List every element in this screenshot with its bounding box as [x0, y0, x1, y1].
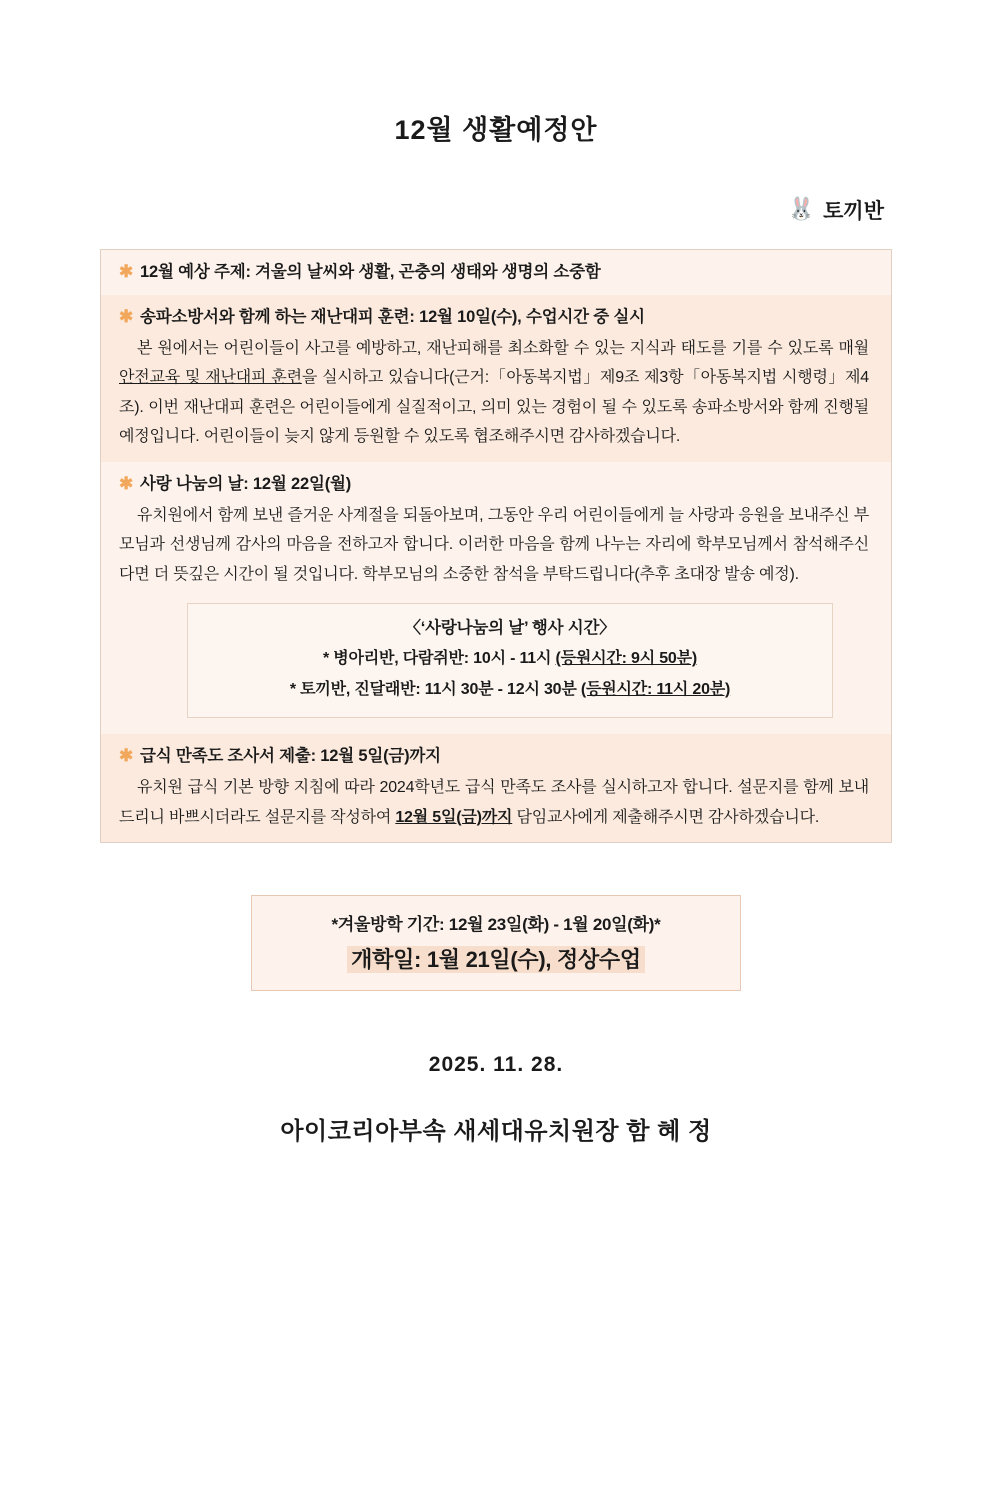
- section-heading: [119, 260, 869, 285]
- heading-label: 급식 만족도 조사서 제출:: [140, 747, 316, 766]
- section-body: [119, 334, 869, 452]
- section-meal-survey: [101, 734, 891, 842]
- heading-rest: 12월 10일(수), 수업시간 중 실시: [414, 307, 645, 326]
- event-schedule-box: [187, 603, 833, 718]
- document-signature: 아이코리아부속 새세대유치원장 함 혜 정: [280, 1118, 712, 1146]
- star-icon: ✱: [119, 262, 134, 281]
- rabbit-icon: 🐰: [787, 196, 816, 221]
- row-underline: (등원시간: 9시 50분): [555, 650, 697, 668]
- body-underline: 12월 5일(금)까지: [395, 808, 513, 826]
- event-schedule-row: [200, 644, 820, 674]
- heading-rest: 12월 5일(금)까지: [315, 747, 441, 766]
- heading-rest: 12월 22일(월): [248, 474, 352, 493]
- row-underline: (등원시간: 11시 20분): [580, 680, 731, 698]
- page-title: 12월 생활예정안: [394, 115, 598, 145]
- vacation-notice-box: [251, 895, 741, 991]
- section-heading-text: [140, 305, 645, 330]
- body-post: 담임교사에게 제출해주시면 감사하겠습니다.: [512, 808, 820, 826]
- row-prefix: * 토끼반, 진달래반: 11시 30분 - 12시 30분: [289, 680, 581, 698]
- event-schedule-row: [200, 675, 820, 705]
- section-monthly-theme: [101, 250, 891, 295]
- class-badge-label: 토끼반: [823, 200, 884, 223]
- section-heading: [119, 744, 869, 769]
- body-post: 을 실시하고 있습니다(근거:「아동복지법」제9조 제3항「아동복지법 시행령」제4조). 이번 재난대피 훈련은 어린이들에게 실질적이고, 의미 있는 경험이 될 수 있도록 송파소방서와 함께 진행될 예정입니다. 어린이들이 늦지 않게 등원할 수 있도록 협조해주시면 감사하겠습니다.: [119, 369, 869, 446]
- section-heading-text: [140, 260, 601, 285]
- section-heading: [119, 472, 869, 497]
- notice-content-box: [100, 249, 892, 843]
- heading-label: 12월 예상 주제:: [140, 263, 251, 281]
- reopening-date-text: [262, 943, 730, 974]
- document-page: [0, 108, 992, 1511]
- star-icon: ✱: [119, 306, 134, 326]
- section-heading: [119, 305, 869, 330]
- body-pre: 유치원 급식 기본 방향 지침에 따라 2024학년도 급식 만족도 조사를 실시하고자 합니다. 설문지를 함께 보내드리니 바쁘시더라도 설문지를 작성하여: [119, 778, 869, 826]
- body-underline: 안전교육 및 재난대피 훈련: [119, 369, 302, 387]
- heading-label: 송파소방서와 함께 하는 재난대피 훈련:: [140, 307, 415, 326]
- section-body: [119, 773, 869, 832]
- heading-label: 사랑 나눔의 날:: [140, 474, 249, 493]
- event-schedule-title: 〈‘사랑나눔의 날’ 행사 시간〉: [404, 619, 616, 638]
- section-fire-drill: [101, 295, 891, 462]
- body-pre: 본 원에서는 어린이들이 사고를 예방하고, 재난피해를 최소화할 수 있는 지식과 태도를 기를 수 있도록 매월: [137, 339, 869, 357]
- row-prefix: * 병아리반, 다람쥐반: 10시 - 11시: [323, 650, 556, 668]
- heading-rest: 겨울의 날씨와 생활, 곤충의 생태와 생명의 소중함: [250, 263, 601, 281]
- vacation-period-text: *겨울방학 기간: 12월 23일(화) - 1월 20일(화)*: [331, 915, 661, 935]
- reopening-highlight: 개학일: 1월 21일(수), 정상수업: [347, 946, 645, 973]
- section-heading-text: [140, 472, 351, 497]
- document-date: 2025. 11. 28.: [428, 1053, 564, 1077]
- section-love-sharing-day: [101, 462, 891, 734]
- star-icon: ✱: [119, 746, 134, 766]
- section-body: 유치원에서 함께 보낸 즐거운 사계절을 되돌아보며, 그동안 우리 어린이들에게 늘 사랑과 응원을 보내주신 부모님과 선생님께 감사의 마음을 전하고자 합니다. 이러한 마음을 함께 나누는 자리에 학부모님께서 참석해주신다면 더 뜻깊은 시간이 될 것입니다. 학부모님의 소중한 참석을 부탁드립니다(추후 초대장 발송 예정).: [119, 506, 869, 583]
- class-badge: [0, 195, 992, 225]
- section-heading-text: [140, 744, 441, 769]
- star-icon: ✱: [119, 473, 134, 493]
